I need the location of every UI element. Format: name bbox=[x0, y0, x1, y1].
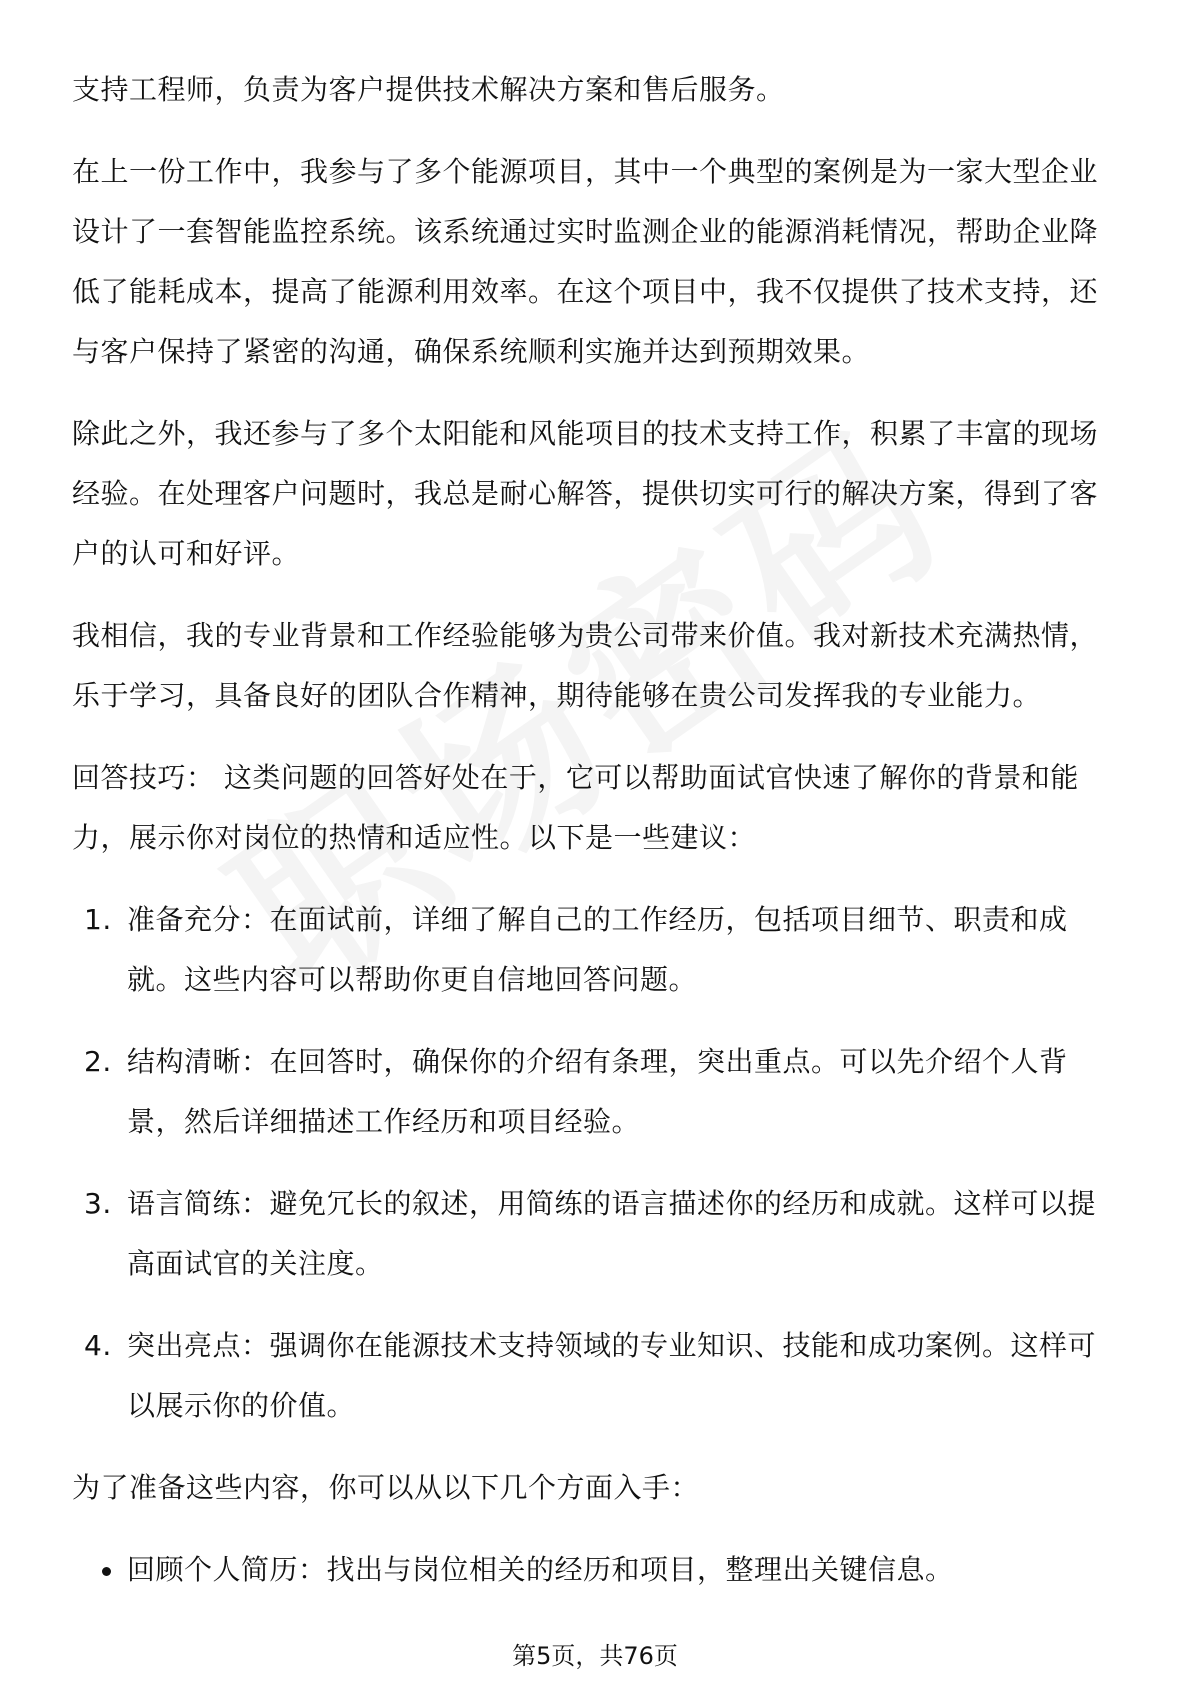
list-item-text: 结构清晰：在回答时，确保你的介绍有条理，突出重点。可以先介绍个人背景，然后详细描述工作经历和项目经验。 bbox=[127, 1045, 1068, 1138]
list-item bbox=[72, 1032, 1118, 1152]
paragraph-intro: 支持工程师，负责为客户提供技术解决方案和售后服务。 bbox=[72, 73, 785, 106]
paragraph-value: 我相信，我的专业背景和工作经验能够为贵公司带来价值。我对新技术充满热情，乐于学习，具备良好的团队合作精神，期待能够在贵公司发挥我的专业能力。 bbox=[72, 619, 1099, 712]
list-item bbox=[72, 890, 1118, 1010]
list-item bbox=[72, 1174, 1118, 1294]
list-number: 2. bbox=[84, 1045, 112, 1078]
paragraph-project-case: 在上一份工作中，我参与了多个能源项目，其中一个典型的案例是为一家大型企业设计了一套智能监控系统。该系统通过实时监测企业的能源消耗情况，帮助企业降低了能耗成本，提高了能源利用效率。在这个项目中，我不仅提供了技术支持，还与客户保持了紧密的沟通，确保系统顺利实施并达到预期效果。 bbox=[72, 155, 1099, 368]
tips-list bbox=[72, 890, 1118, 1436]
document-page bbox=[72, 60, 1118, 1600]
bullet-icon bbox=[102, 1567, 111, 1576]
paragraph-preparation: 为了准备这些内容，你可以从以下几个方面入手： bbox=[72, 1471, 700, 1504]
list-number: 4. bbox=[84, 1329, 112, 1362]
list-number: 3. bbox=[84, 1187, 112, 1220]
list-item bbox=[72, 1316, 1118, 1436]
list-item-text: 准备充分：在面试前，详细了解自己的工作经历，包括项目细节、职责和成就。这些内容可以帮助你更自信地回答问题。 bbox=[127, 903, 1068, 996]
list-item bbox=[72, 1540, 1118, 1600]
paragraph-answer-tips: 回答技巧： 这类问题的回答好处在于，它可以帮助面试官快速了解你的背景和能力，展示你对岗位的热情和适应性。以下是一些建议： bbox=[72, 761, 1079, 854]
list-item-text: 语言简练：避免冗长的叙述，用简练的语言描述你的经历和成就。这样可以提高面试官的关注度。 bbox=[127, 1187, 1097, 1280]
paragraph-experience: 除此之外，我还参与了多个太阳能和风能项目的技术支持工作，积累了丰富的现场经验。在处理客户问题时，我总是耐心解答，提供切实可行的解决方案，得到了客户的认可和好评。 bbox=[72, 417, 1099, 570]
list-item-text: 回顾个人简历：找出与岗位相关的经历和项目，整理出关键信息。 bbox=[127, 1553, 954, 1586]
list-item-text: 突出亮点：强调你在能源技术支持领域的专业知识、技能和成功案例。这样可以展示你的价值。 bbox=[127, 1329, 1097, 1422]
list-number: 1. bbox=[84, 903, 112, 936]
page-footer: 第5页，共76页 bbox=[512, 1642, 678, 1670]
bullet-list bbox=[72, 1540, 1118, 1600]
